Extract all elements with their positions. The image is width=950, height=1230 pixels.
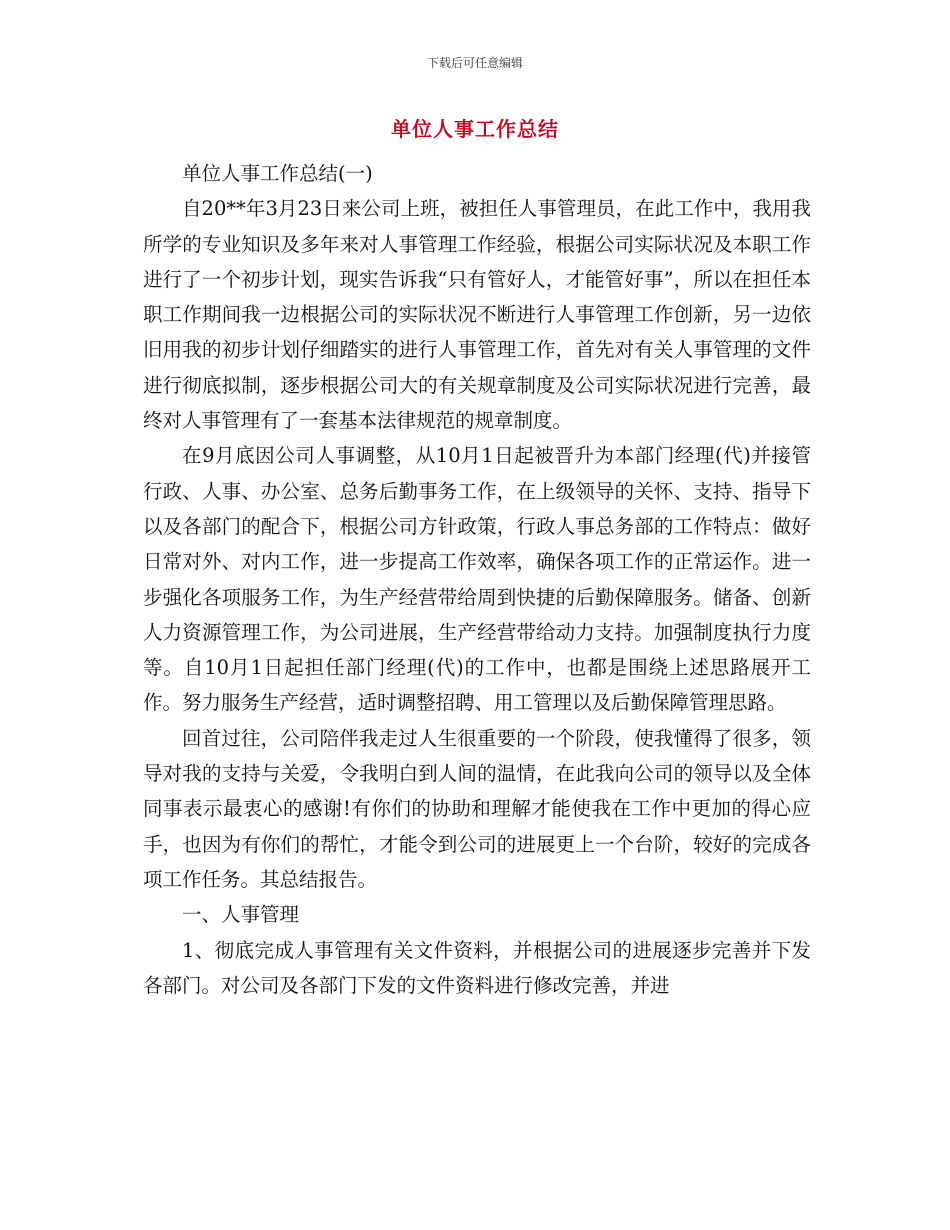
paragraph: 回首过往，公司陪伴我走过人生很重要的一个阶段，使我懂得了很多，领导对我的支持与关爱，令我明白到人间的温情，在此我向公司的领导以及全体同事表示最衷心的感谢!有你们的协助和理解才能使我在工作中更加的得心应手，也因为有你们的帮忙，才能令到公司的进展更上一个台阶，较好的完成各项工作任务。其总结报告。: [143, 726, 811, 891]
paragraph: 1、彻底完成人事管理有关文件资料，并根据公司的进展逐步完善并下发各部门。对公司及各部门下发的文件资料进行修改完善，并进: [143, 938, 811, 997]
section-heading: 一、人事管理: [182, 903, 300, 927]
document-title: 单位人事工作总结: [391, 117, 559, 141]
paragraph-subtitle: 单位人事工作总结(一): [182, 162, 373, 185]
paragraph: 自20**年3月23日来公司上班，被担任人事管理员，在此工作中，我用我所学的专业知识及多年来对人事管理工作经验，根据公司实际状况及本职工作进行了一个初步计划，现实告诉我“只有管好人，才能管好事”，所以在担任本职工作期间我一边根据公司的实际状况不断进行人事管理工作创新，另一边依旧用我的初步计划仔细踏实的进行人事管理工作，首先对有关人事管理的文件进行彻底拟制，逐步根据公司大的有关规章制度及公司实际状况进行完善，最终对人事管理有了一套基本法律规范的规章制度。: [143, 197, 811, 433]
document-body: [143, 156, 811, 1003]
paragraph: 在9月底因公司人事调整，从10月1日起被晋升为本部门经理(代)并接管行政、人事、办公室、总务后勤事务工作，在上级领导的关怀、支持、指导下以及各部门的配合下，根据公司方针政策，行政人事总务部的工作特点：做好日常对外、对内工作，进一步提高工作效率，确保各项工作的正常运作。进一步强化各项服务工作，为生产经营带给周到快捷的后勤保障服务。储备、创新人力资源管理工作，为公司进展，生产经营带给动力支持。加强制度执行力度等。自10月1日起担任部门经理(代)的工作中，也都是围绕上述思路展开工作。努力服务生产经营，适时调整招聘、用工管理以及后勤保障管理思路。: [143, 444, 811, 715]
header-note: 下载后可任意编辑: [426, 56, 523, 70]
